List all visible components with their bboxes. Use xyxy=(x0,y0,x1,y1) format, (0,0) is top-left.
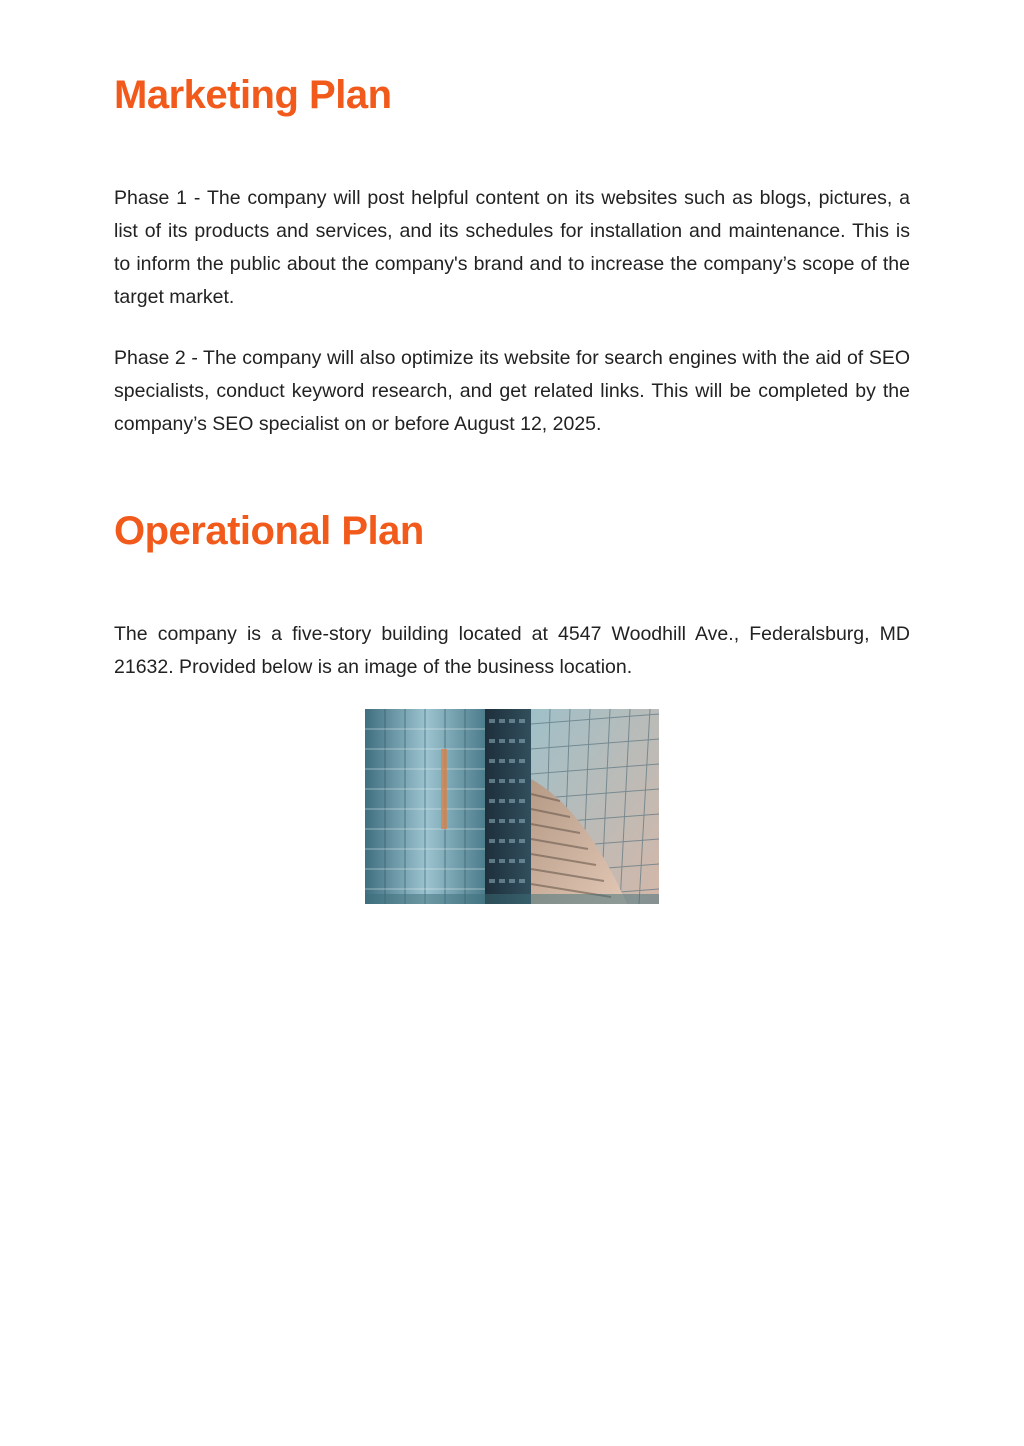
marketing-phase-2-paragraph: Phase 2 - The company will also optimize its website for search engines with the aid of SEO specialists, conduct keyword research, and get related links. This will be completed by the company’s SEO specialist on or before August 12, 2025. xyxy=(114,347,910,435)
business-location-image xyxy=(365,709,659,904)
marketing-plan-heading: Marketing Plan xyxy=(114,73,392,117)
marketing-phase-1-paragraph: Phase 1 - The company will post helpful content on its websites such as blogs, pictures, a list of its products and services, and its schedules for installation and maintenance. This is to inform the public about the company's brand and to increase the company’s scope of the target market. xyxy=(114,187,910,308)
operational-description-paragraph: The company is a five-story building located at 4547 Woodhill Ave., Federalsburg, MD 21632. Provided below is an image of the business location. xyxy=(114,623,910,678)
operational-plan-heading: Operational Plan xyxy=(114,509,424,553)
